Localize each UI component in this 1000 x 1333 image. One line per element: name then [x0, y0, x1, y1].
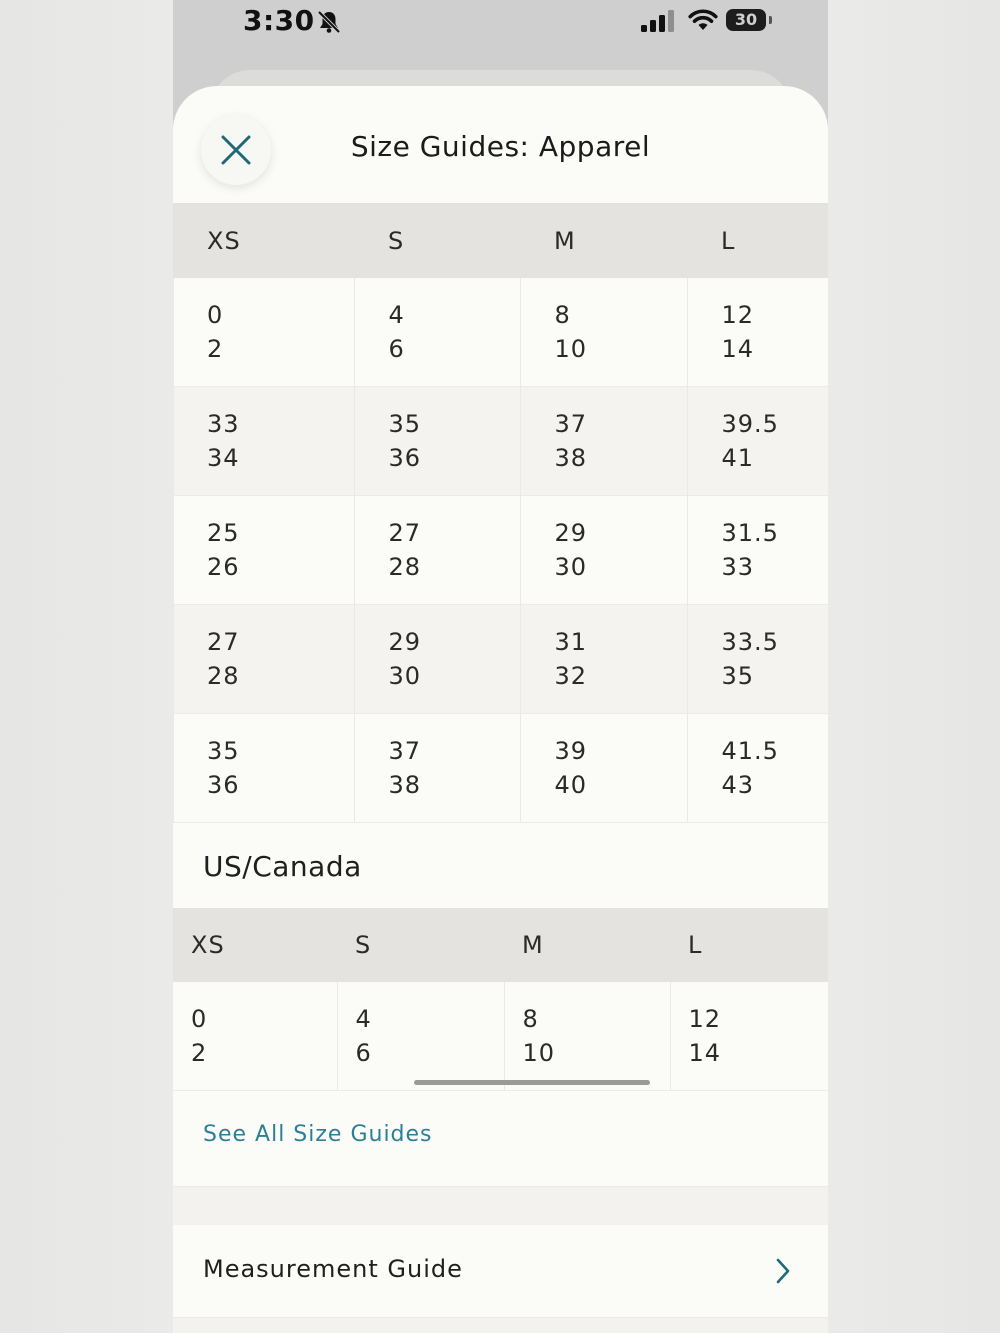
table-cell [520, 387, 687, 496]
table-cell [687, 387, 828, 496]
cell-value: 32 [554, 662, 588, 690]
cell-value: 10 [522, 1039, 556, 1067]
cell-value: 36 [207, 771, 240, 799]
cell-value: 0 [207, 301, 224, 329]
cell-value: 41.5 [721, 737, 779, 765]
table-cell [687, 278, 828, 387]
cell-value: 37 [388, 737, 422, 765]
table-cell [354, 387, 520, 496]
bottom-band [173, 1318, 828, 1333]
cell-value: 28 [207, 662, 240, 690]
table-cell [520, 496, 687, 605]
cell-value: 4 [355, 1005, 372, 1033]
table-header-row [173, 908, 828, 982]
cell-value: 29 [388, 628, 422, 656]
table-row [173, 387, 828, 496]
table-row [173, 605, 828, 714]
cell-value: 39 [554, 737, 588, 765]
wifi-icon [688, 8, 718, 32]
table-cell [337, 982, 504, 1091]
table-header-row [173, 204, 828, 278]
status-time: 3:30 [243, 4, 315, 37]
cell-value: 33.5 [721, 628, 779, 656]
section-title-us-canada: US/Canada [203, 850, 362, 883]
table-cell [670, 982, 828, 1091]
column-header-xs: XS [173, 204, 354, 278]
see-all-size-guides-link[interactable]: See All Size Guides [203, 1122, 433, 1147]
cell-value: 27 [207, 628, 240, 656]
battery-icon: 30 [726, 9, 766, 31]
cell-value: 12 [688, 1005, 722, 1033]
column-header-m: M [520, 204, 687, 278]
table-cell [173, 387, 354, 496]
horizontal-scroll-indicator[interactable] [414, 1080, 650, 1085]
table-cell [520, 714, 687, 823]
table-row [173, 982, 828, 1091]
cell-value: 41 [721, 444, 755, 472]
cell-value: 14 [688, 1039, 722, 1067]
cell-value: 12 [721, 301, 755, 329]
column-header-l: L [687, 204, 828, 278]
cell-value: 27 [388, 519, 422, 547]
cell-value: 37 [554, 410, 588, 438]
cellular-signal-icon [640, 10, 676, 32]
measurement-guide-row[interactable] [173, 1225, 828, 1318]
table-cell [354, 278, 520, 387]
measurement-guide-label: Measurement Guide [203, 1255, 463, 1283]
cell-value: 38 [554, 444, 588, 472]
table-cell [173, 714, 354, 823]
cell-value: 33 [721, 553, 755, 581]
cell-value: 43 [721, 771, 755, 799]
cell-value: 31.5 [721, 519, 779, 547]
cell-value: 14 [721, 335, 755, 363]
column-header-m: M [504, 908, 670, 982]
table-cell [354, 605, 520, 714]
phone-screen [173, 0, 828, 1333]
cell-value: 10 [554, 335, 588, 363]
table-cell [504, 982, 670, 1091]
cell-value: 29 [554, 519, 588, 547]
column-header-xs: XS [173, 908, 337, 982]
table-cell [173, 982, 337, 1091]
cell-value: 8 [554, 301, 571, 329]
battery-nub [769, 16, 772, 24]
table-cell [687, 714, 828, 823]
cell-value: 28 [388, 553, 422, 581]
table-cell [173, 278, 354, 387]
table-cell [173, 496, 354, 605]
cell-value: 0 [191, 1005, 208, 1033]
table-row [173, 278, 828, 387]
cell-value: 2 [207, 335, 224, 363]
table-cell [687, 605, 828, 714]
table-cell [354, 714, 520, 823]
column-header-s: S [354, 204, 520, 278]
column-header-l: L [670, 908, 828, 982]
cell-value: 39.5 [721, 410, 779, 438]
cell-value: 35 [207, 737, 240, 765]
table-row [173, 714, 828, 823]
cell-value: 40 [554, 771, 588, 799]
size-table-us-canada [173, 908, 828, 1091]
cell-value: 34 [207, 444, 240, 472]
cell-value: 35 [721, 662, 755, 690]
table-cell [173, 605, 354, 714]
cell-value: 4 [388, 301, 405, 329]
size-table-international [173, 204, 828, 823]
table-cell [687, 496, 828, 605]
section-divider [173, 1186, 828, 1226]
cell-value: 33 [207, 410, 240, 438]
cell-value: 35 [388, 410, 422, 438]
page-title: Size Guides: Apparel [350, 130, 651, 163]
table-cell [354, 496, 520, 605]
bell-slash-icon [316, 9, 342, 35]
table-cell [520, 278, 687, 387]
cell-value: 6 [355, 1039, 372, 1067]
cell-value: 8 [522, 1005, 539, 1033]
cell-value: 31 [554, 628, 588, 656]
cell-value: 26 [207, 553, 240, 581]
cell-value: 6 [388, 335, 405, 363]
cell-value: 30 [388, 662, 422, 690]
cell-value: 25 [207, 519, 240, 547]
cell-value: 30 [554, 553, 588, 581]
size-guide-sheet [173, 86, 828, 1333]
table-row [173, 496, 828, 605]
column-header-s: S [337, 908, 504, 982]
chevron-right-icon [775, 1258, 791, 1284]
status-bar [173, 0, 828, 44]
cell-value: 38 [388, 771, 422, 799]
cell-value: 36 [388, 444, 422, 472]
table-cell [520, 605, 687, 714]
cell-value: 2 [191, 1039, 208, 1067]
